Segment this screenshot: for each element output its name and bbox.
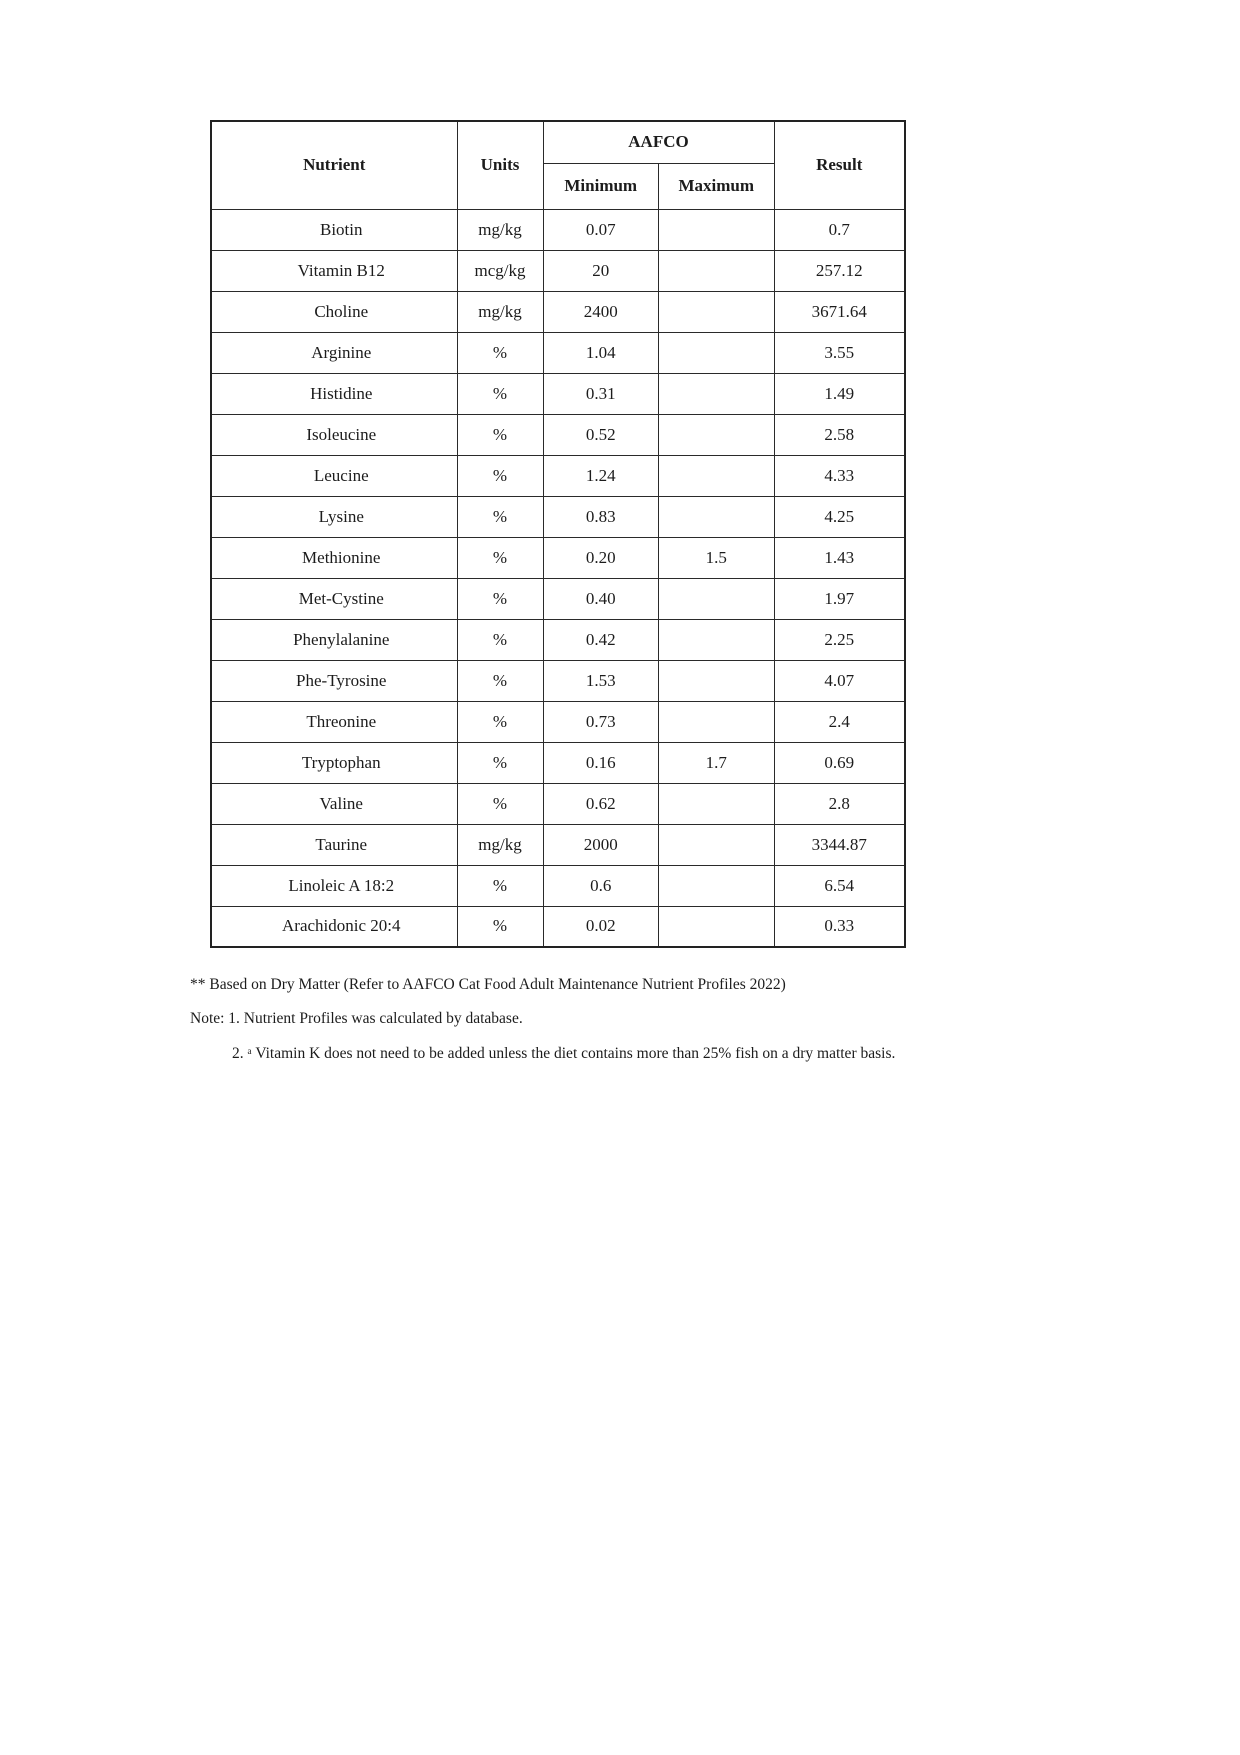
- cell-nutrient: Leucine: [211, 455, 457, 496]
- cell-units: %: [457, 414, 543, 455]
- cell-result: 4.33: [774, 455, 905, 496]
- cell-units: mg/kg: [457, 209, 543, 250]
- table-row: [211, 742, 905, 783]
- cell-result: 3344.87: [774, 824, 905, 865]
- cell-nutrient: Isoleucine: [211, 414, 457, 455]
- cell-nutrient: Lysine: [211, 496, 457, 537]
- cell-minimum: 0.6: [543, 865, 659, 906]
- header-row-top: [211, 121, 905, 163]
- header-maximum: Maximum: [659, 163, 775, 209]
- cell-nutrient: Phenylalanine: [211, 619, 457, 660]
- header-units: Units: [457, 121, 543, 209]
- cell-units: mcg/kg: [457, 250, 543, 291]
- footnote-dry-matter: ** Based on Dry Matter (Refer to AAFCO Cat Food Adult Maintenance Nutrient Profiles 2022): [190, 976, 786, 993]
- table-row: [211, 660, 905, 701]
- cell-maximum: [659, 906, 775, 947]
- cell-result: 3.55: [774, 332, 905, 373]
- cell-minimum: 0.31: [543, 373, 659, 414]
- cell-result: 2.8: [774, 783, 905, 824]
- cell-result: 257.12: [774, 250, 905, 291]
- cell-minimum: 1.04: [543, 332, 659, 373]
- cell-result: 4.25: [774, 496, 905, 537]
- cell-maximum: [659, 250, 775, 291]
- table-row: [211, 537, 905, 578]
- table-row: [211, 619, 905, 660]
- cell-units: %: [457, 537, 543, 578]
- cell-units: mg/kg: [457, 824, 543, 865]
- table-row: [211, 332, 905, 373]
- cell-result: 4.07: [774, 660, 905, 701]
- cell-minimum: 0.83: [543, 496, 659, 537]
- cell-maximum: [659, 701, 775, 742]
- cell-maximum: [659, 578, 775, 619]
- cell-minimum: 0.62: [543, 783, 659, 824]
- cell-result: 1.97: [774, 578, 905, 619]
- cell-minimum: 0.02: [543, 906, 659, 947]
- table-row: [211, 496, 905, 537]
- cell-nutrient: Arginine: [211, 332, 457, 373]
- cell-units: %: [457, 783, 543, 824]
- cell-maximum: 1.5: [659, 537, 775, 578]
- table-row: [211, 783, 905, 824]
- table-row: [211, 414, 905, 455]
- cell-nutrient: Valine: [211, 783, 457, 824]
- cell-nutrient: Biotin: [211, 209, 457, 250]
- table-row: [211, 578, 905, 619]
- table-row: [211, 701, 905, 742]
- cell-result: 1.43: [774, 537, 905, 578]
- cell-units: %: [457, 660, 543, 701]
- cell-nutrient: Met-Cystine: [211, 578, 457, 619]
- table-row: [211, 865, 905, 906]
- header-aafco: AAFCO: [543, 121, 774, 163]
- cell-units: %: [457, 496, 543, 537]
- cell-units: %: [457, 865, 543, 906]
- cell-nutrient: Phe-Tyrosine: [211, 660, 457, 701]
- cell-maximum: [659, 619, 775, 660]
- cell-nutrient: Histidine: [211, 373, 457, 414]
- cell-result: 0.7: [774, 209, 905, 250]
- cell-result: 6.54: [774, 865, 905, 906]
- cell-minimum: 0.42: [543, 619, 659, 660]
- cell-maximum: [659, 455, 775, 496]
- cell-maximum: [659, 291, 775, 332]
- cell-units: %: [457, 701, 543, 742]
- table-row: [211, 906, 905, 947]
- cell-units: %: [457, 455, 543, 496]
- cell-minimum: 1.24: [543, 455, 659, 496]
- cell-minimum: 0.16: [543, 742, 659, 783]
- cell-units: %: [457, 578, 543, 619]
- header-minimum: Minimum: [543, 163, 659, 209]
- cell-result: 2.4: [774, 701, 905, 742]
- cell-units: %: [457, 332, 543, 373]
- cell-maximum: [659, 824, 775, 865]
- cell-result: 1.49: [774, 373, 905, 414]
- cell-units: %: [457, 742, 543, 783]
- nutrient-table-body: [211, 209, 905, 947]
- nutrient-table: [210, 120, 906, 948]
- cell-result: 0.69: [774, 742, 905, 783]
- table-row: [211, 209, 905, 250]
- cell-minimum: 2000: [543, 824, 659, 865]
- footnote-note-1: Note: 1. Nutrient Profiles was calculated by database.: [190, 1010, 523, 1028]
- cell-nutrient: Methionine: [211, 537, 457, 578]
- cell-maximum: [659, 209, 775, 250]
- cell-minimum: 1.53: [543, 660, 659, 701]
- cell-nutrient: Arachidonic 20:4: [211, 906, 457, 947]
- cell-minimum: 20: [543, 250, 659, 291]
- cell-maximum: [659, 373, 775, 414]
- cell-maximum: [659, 783, 775, 824]
- cell-maximum: 1.7: [659, 742, 775, 783]
- cell-maximum: [659, 496, 775, 537]
- header-nutrient: Nutrient: [211, 121, 457, 209]
- header-result: Result: [774, 121, 905, 209]
- cell-nutrient: Threonine: [211, 701, 457, 742]
- cell-nutrient: Tryptophan: [211, 742, 457, 783]
- cell-result: 3671.64: [774, 291, 905, 332]
- cell-maximum: [659, 865, 775, 906]
- cell-minimum: 0.20: [543, 537, 659, 578]
- table-row: [211, 373, 905, 414]
- cell-result: 2.58: [774, 414, 905, 455]
- cell-minimum: 2400: [543, 291, 659, 332]
- cell-minimum: 0.73: [543, 701, 659, 742]
- cell-units: %: [457, 619, 543, 660]
- cell-minimum: 0.40: [543, 578, 659, 619]
- cell-nutrient: Vitamin B12: [211, 250, 457, 291]
- table-row: [211, 250, 905, 291]
- cell-maximum: [659, 332, 775, 373]
- cell-units: %: [457, 373, 543, 414]
- cell-nutrient: Choline: [211, 291, 457, 332]
- cell-result: 2.25: [774, 619, 905, 660]
- cell-maximum: [659, 660, 775, 701]
- cell-maximum: [659, 414, 775, 455]
- cell-nutrient: Taurine: [211, 824, 457, 865]
- cell-units: mg/kg: [457, 291, 543, 332]
- cell-minimum: 0.52: [543, 414, 659, 455]
- cell-nutrient: Linoleic A 18:2: [211, 865, 457, 906]
- table-row: [211, 455, 905, 496]
- footnote-note-2: 2. ᵃ Vitamin K does not need to be added unless the diet contains more than 25% fish on a dry matter basis.: [232, 1044, 896, 1062]
- table-row: [211, 291, 905, 332]
- nutrient-table-header: [211, 121, 905, 209]
- cell-result: 0.33: [774, 906, 905, 947]
- table-row: [211, 824, 905, 865]
- cell-units: %: [457, 906, 543, 947]
- footnotes: [190, 975, 1130, 1078]
- cell-minimum: 0.07: [543, 209, 659, 250]
